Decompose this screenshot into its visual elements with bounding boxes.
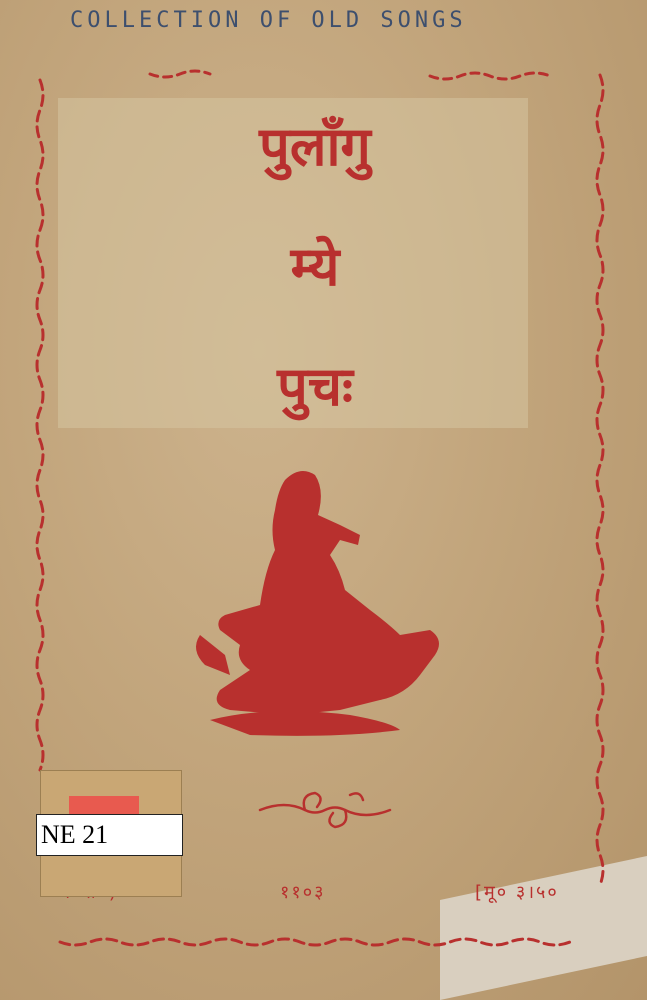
catalog-label: NE 21 <box>36 814 183 856</box>
title-line-2: म्ये <box>290 235 340 298</box>
title-line-3: पुचः <box>277 355 353 418</box>
handwritten-note: COLLECTION OF OLD SONGS <box>70 8 467 33</box>
library-sticker <box>40 770 182 897</box>
footer-center-text: ११०३ <box>280 882 326 903</box>
title-line-1: पुलाँगु <box>259 115 371 178</box>
ornament-flourish <box>255 785 395 835</box>
flute-player-illustration <box>190 460 450 740</box>
footer-right-text: [मू० ३।५० <box>475 882 559 903</box>
